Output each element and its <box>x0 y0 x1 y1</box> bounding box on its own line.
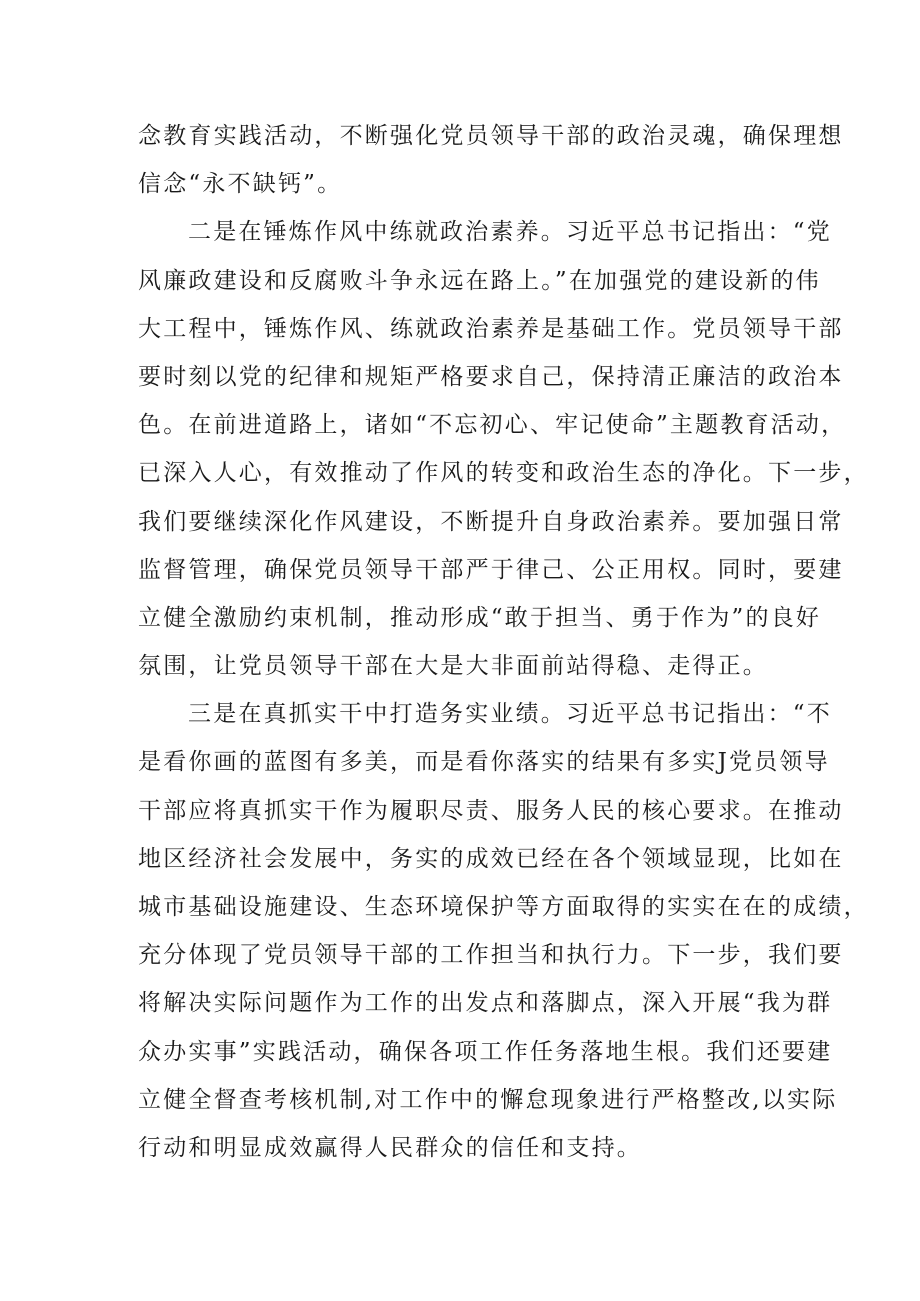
text-line: 地区经济社会发展中，务实的成效已经在各个领域显现，比如在 <box>138 845 844 872</box>
text-line: 我们要继续深化作风建设，不断提升自身政治素养。要加强日常 <box>138 508 844 535</box>
text-line: 行动和明显成效赢得人民群众的信任和支持。 <box>138 1134 642 1161</box>
text-line: 众办实事”实践活动，确保各项工作任务落地生根。我们还要建 <box>138 1038 833 1065</box>
text-line: 干部应将真抓实干作为履职尽责、服务人民的核心要求。在推动 <box>138 797 844 824</box>
text-line: 氛围，让党员领导干部在大是大非面前站得稳、走得正。 <box>138 653 768 680</box>
text-line: 要时刻以党的纪律和规矩严格要求自己，保持清正廉洁的政治本 <box>138 363 844 390</box>
text-line: 监督管理，确保党员领导干部严于律己、公正用权。同时，要建 <box>138 556 844 583</box>
text-line: 是看你画的蓝图有多美，而是看你落实的结果有多实J党员领导 <box>138 749 830 776</box>
text-line: 念教育实践活动，不断强化党员领导干部的政治灵魂，确保理想 <box>138 123 844 149</box>
text-line: 风廉政建设和反腐败斗争永远在路上。”在加强党的建设新的伟 <box>138 267 821 294</box>
text-line: 已深入人心，有效推动了作风的转变和政治生态的净化。下一步， <box>138 460 869 487</box>
text-line: 城市基础设施建设、生态环境保护等方面取得的实实在在的成绩， <box>138 894 869 920</box>
document-body <box>138 112 869 1172</box>
paragraph-start-line: 三是在真抓实干中打造务实业绩。习近平总书记指出：“不 <box>188 701 832 728</box>
text-line: 将解决实际问题作为工作的出发点和落脚点，深入开展“我为群 <box>138 990 833 1017</box>
text-line: 大工程中，锤炼作风、练就政治素养是基础工作。党员领导干部 <box>138 315 844 342</box>
text-line: 色。在前进道路上，诸如“不忘初心、牢记使命”主题教育活动， <box>138 412 847 439</box>
text-line: 立健全激励约束机制，推动形成“敢于担当、勇于作为”的良好 <box>138 604 822 631</box>
text-line: 立健全督查考核机制,对工作中的懈怠现象进行严格整改,以实际 <box>138 1086 838 1113</box>
text-line: 充分体现了党员领导干部的工作担当和执行力。下一步，我们要 <box>138 942 844 969</box>
text-line: 信念“永不缺钙”。 <box>138 171 343 198</box>
paragraph-start-line: 二是在锤炼作风中练就政治素养。习近平总书记指出：“党 <box>188 219 832 246</box>
